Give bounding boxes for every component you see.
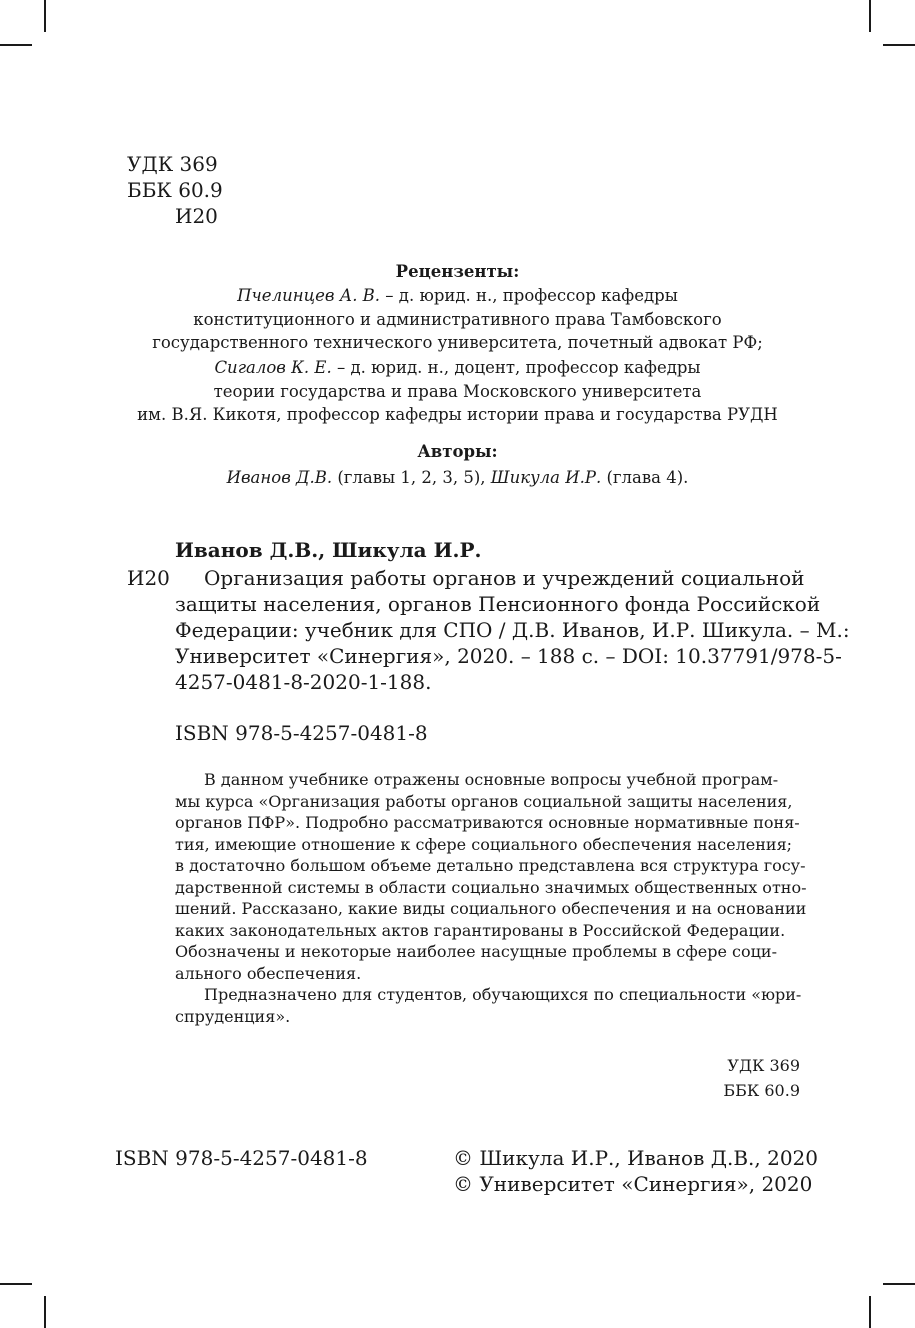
annotation-line: каких законодательных актов гарантированы в Российской Федерации.: [175, 920, 786, 940]
annotation-line: спруденция».: [175, 1006, 291, 1026]
bib-line: Федерации: учебник для СПО / Д.В. Иванов, И.Р. Шикула. – М.:: [175, 618, 850, 642]
crop-mark: [44, 1296, 46, 1328]
annotation-line: В данном учебнике отражены основные вопросы учебной програм-: [204, 770, 779, 789]
annotation-line: в достаточно большом объеме детально представлена вся структура госу-: [175, 856, 806, 875]
bib-description: [175, 565, 850, 695]
bib-line: Организация работы органов и учреждений социальной: [204, 566, 805, 590]
reviewer-2-line1: – д. юрид. н., доцент, профессор кафедры: [331, 358, 701, 377]
bottom-bbk: ББК 60.9: [723, 1081, 800, 1100]
annotation-paragraph-1: [175, 769, 807, 984]
author-1-name: Иванов Д.В.: [226, 468, 333, 487]
crop-mark: [883, 44, 915, 46]
crop-mark: [883, 1283, 915, 1285]
crop-mark: [869, 1296, 871, 1328]
annotation-line: Обозначены и некоторые наиболее насущные проблемы в сфере соци-: [175, 942, 777, 961]
bbk-code: ББК 60.9: [127, 178, 223, 202]
crop-mark: [0, 44, 32, 46]
authors-line: [0, 466, 915, 490]
bib-authors: Иванов Д.В., Шикула И.Р.: [175, 538, 482, 562]
bib-sign: И20: [127, 566, 170, 590]
copyright-publisher: © Университет «Синергия», 2020: [453, 1172, 813, 1196]
author-sign: И20: [175, 204, 218, 228]
reviewer-2-line2: теории государства и права Московского университета: [213, 381, 702, 401]
reviewer-2-line3: им. В.Я. Кикотя, профессор кафедры истории права и государства РУДН: [137, 405, 778, 424]
udk-code: УДК 369: [127, 152, 218, 176]
annotation-line: дарственной системы в области социально значимых общественных отно-: [175, 877, 807, 897]
annotation-line: мы курса «Организация работы органов социальной защиты населения,: [175, 791, 793, 811]
crop-mark: [44, 0, 46, 32]
crop-mark: [869, 0, 871, 32]
reviewer-1-line3: государственного технического университета, почетный адвокат РФ;: [152, 333, 763, 352]
reviewer-2: [0, 356, 915, 427]
reviewer-1: [0, 284, 915, 355]
crop-mark: [0, 1283, 32, 1285]
reviewers-heading: Рецензенты:: [395, 262, 520, 281]
bib-line: 4257-0481-8-2020-1-188.: [175, 670, 432, 694]
reviewer-1-name: Пчелинцев А. В.: [237, 286, 381, 305]
reviewer-2-name: Сигалов К. Е.: [214, 358, 332, 377]
reviewer-1-line1: – д. юрид. н., профессор кафедры: [380, 286, 678, 305]
annotation-line: тия, имеющие отношение к сфере социального обеспечения населения;: [175, 834, 793, 854]
annotation-line: Предназначено для студентов, обучающихся по специальности «юри-: [204, 985, 802, 1004]
reviewer-1-line2: конституционного и административного права Тамбовского: [193, 309, 722, 329]
footer-isbn: ISBN 978-5-4257-0481-8: [115, 1146, 368, 1170]
author-2-chapters: (глава 4).: [601, 468, 689, 487]
annotation: [175, 769, 807, 1027]
annotation-line: шений. Рассказано, какие виды социального обеспечения и на основании: [175, 899, 807, 918]
annotation-line: органов ПФР». Подробно рассматриваются основные нормативные поня-: [175, 813, 800, 832]
bottom-udk: УДК 369: [727, 1056, 800, 1075]
bib-line: Университет «Синергия», 2020. – 188 с. – DOI: 10.37791/978-5-: [175, 644, 842, 668]
author-1-chapters: (главы 1, 2, 3, 5),: [332, 468, 491, 487]
annotation-paragraph-2: [175, 984, 800, 1027]
annotation-line: ального обеспечения.: [175, 963, 362, 983]
bib-line: защиты населения, органов Пенсионного фонда Российской: [175, 592, 821, 616]
authors-heading: Авторы:: [417, 442, 498, 461]
author-2-name: Шикула И.Р.: [490, 468, 602, 487]
bib-isbn: ISBN 978-5-4257-0481-8: [175, 721, 428, 745]
copyright-authors: © Шикула И.Р., Иванов Д.В., 2020: [453, 1146, 818, 1170]
